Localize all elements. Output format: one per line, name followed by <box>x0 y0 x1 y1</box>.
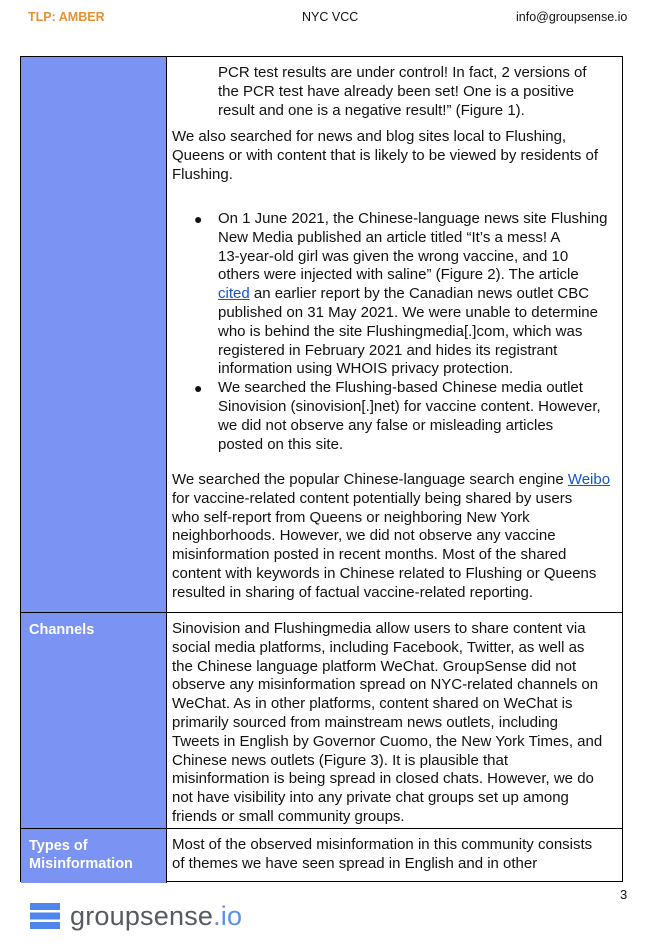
bullet-icon: ● <box>194 211 203 227</box>
row3-label-cell <box>21 829 167 883</box>
weibo-paragraph: We searched the popular Chinese-language search engine Weibo for vaccine-related content potentially being shared by users who self-report from Queens or neighboring New York neighborhoods. However, we did not observe any vaccine misinformation posted in recent months. Most of the shared content with keywords in Chinese related to Flushing or Queens resulted in sharing of factual vaccine-related reporting. <box>172 471 611 601</box>
page-number: 3 <box>620 887 628 902</box>
types-paragraph: Most of the observed misinformation in this community consists of themes we have seen spread in English and in other <box>172 836 593 872</box>
report-table <box>20 56 623 882</box>
weibo-link[interactable]: Weibo <box>567 471 611 488</box>
list-item: ● We searched the Flushing-based Chinese media outlet Sinovision (sinovision[.]net) for vaccine content. However, we did not observe any false or misleading articles posted on this site. <box>194 379 601 453</box>
row1-label-cell <box>21 57 167 612</box>
row1-content-cell <box>167 57 622 612</box>
cited-link[interactable]: cited <box>218 285 250 303</box>
groupsense-logo-icon <box>30 903 60 929</box>
groupsense-logo <box>30 898 242 934</box>
types-of-misinformation-label: Types of Misinformation <box>29 838 133 872</box>
row3-content-cell <box>167 829 622 883</box>
row2-content-cell <box>167 613 622 828</box>
list-item: ● On 1 June 2021, the Chinese-language news site Flushing New Media published an article titled “It’s a mess! A 13-year-old girl was given the wrong vaccine, and 10 others were injected with saline” (Figure 2). The article cited an earlier report by the Canadian news outlet CBC published on 31 May 2021. We were unable to determine who is behind the site Flushingmedia[.]com, which was registered in February 2021 and hides its registrant information using WHOIS privacy protection. <box>194 210 608 378</box>
channels-label: Channels <box>29 622 95 638</box>
quote-paragraph: PCR test results are under control! In fact, 2 versions of the PCR test have already been set! One is a positive result and one is a negative result!” (Figure 1). <box>218 64 587 119</box>
logo-name: groupsense <box>70 900 214 931</box>
logo-tld: .io <box>213 900 243 931</box>
bullet-icon: ● <box>194 380 203 397</box>
row2-label-cell <box>21 613 167 828</box>
header-email: info@groupsense.io <box>516 10 628 24</box>
local-sites-paragraph: We also searched for news and blog sites local to Flushing, Queens or with content that is likely to be viewed by residents of Flushing. <box>172 128 599 183</box>
findings-list <box>194 210 618 454</box>
channels-paragraph: Sinovision and Flushingmedia allow users to share content via social media platforms, including Facebook, Twitter, as well as the Chinese language platform WeChat. GroupSense did not observe any misinformation spread on NYC-related channels on WeChat. As in other platforms, content shared on WeChat is primarily sourced from mainstream news outlets, including Tweets in English by Governor Cuomo, the New York Times, and Chinese news outlets (Figure 3). It is plausible that misinformation is being spread in closed chats. However, we do not have visibility into any private chat groups set up among friends or small community groups. <box>172 620 603 825</box>
tlp-label: TLP: AMBER <box>28 10 105 24</box>
header-title: NYC VCC <box>302 10 359 24</box>
